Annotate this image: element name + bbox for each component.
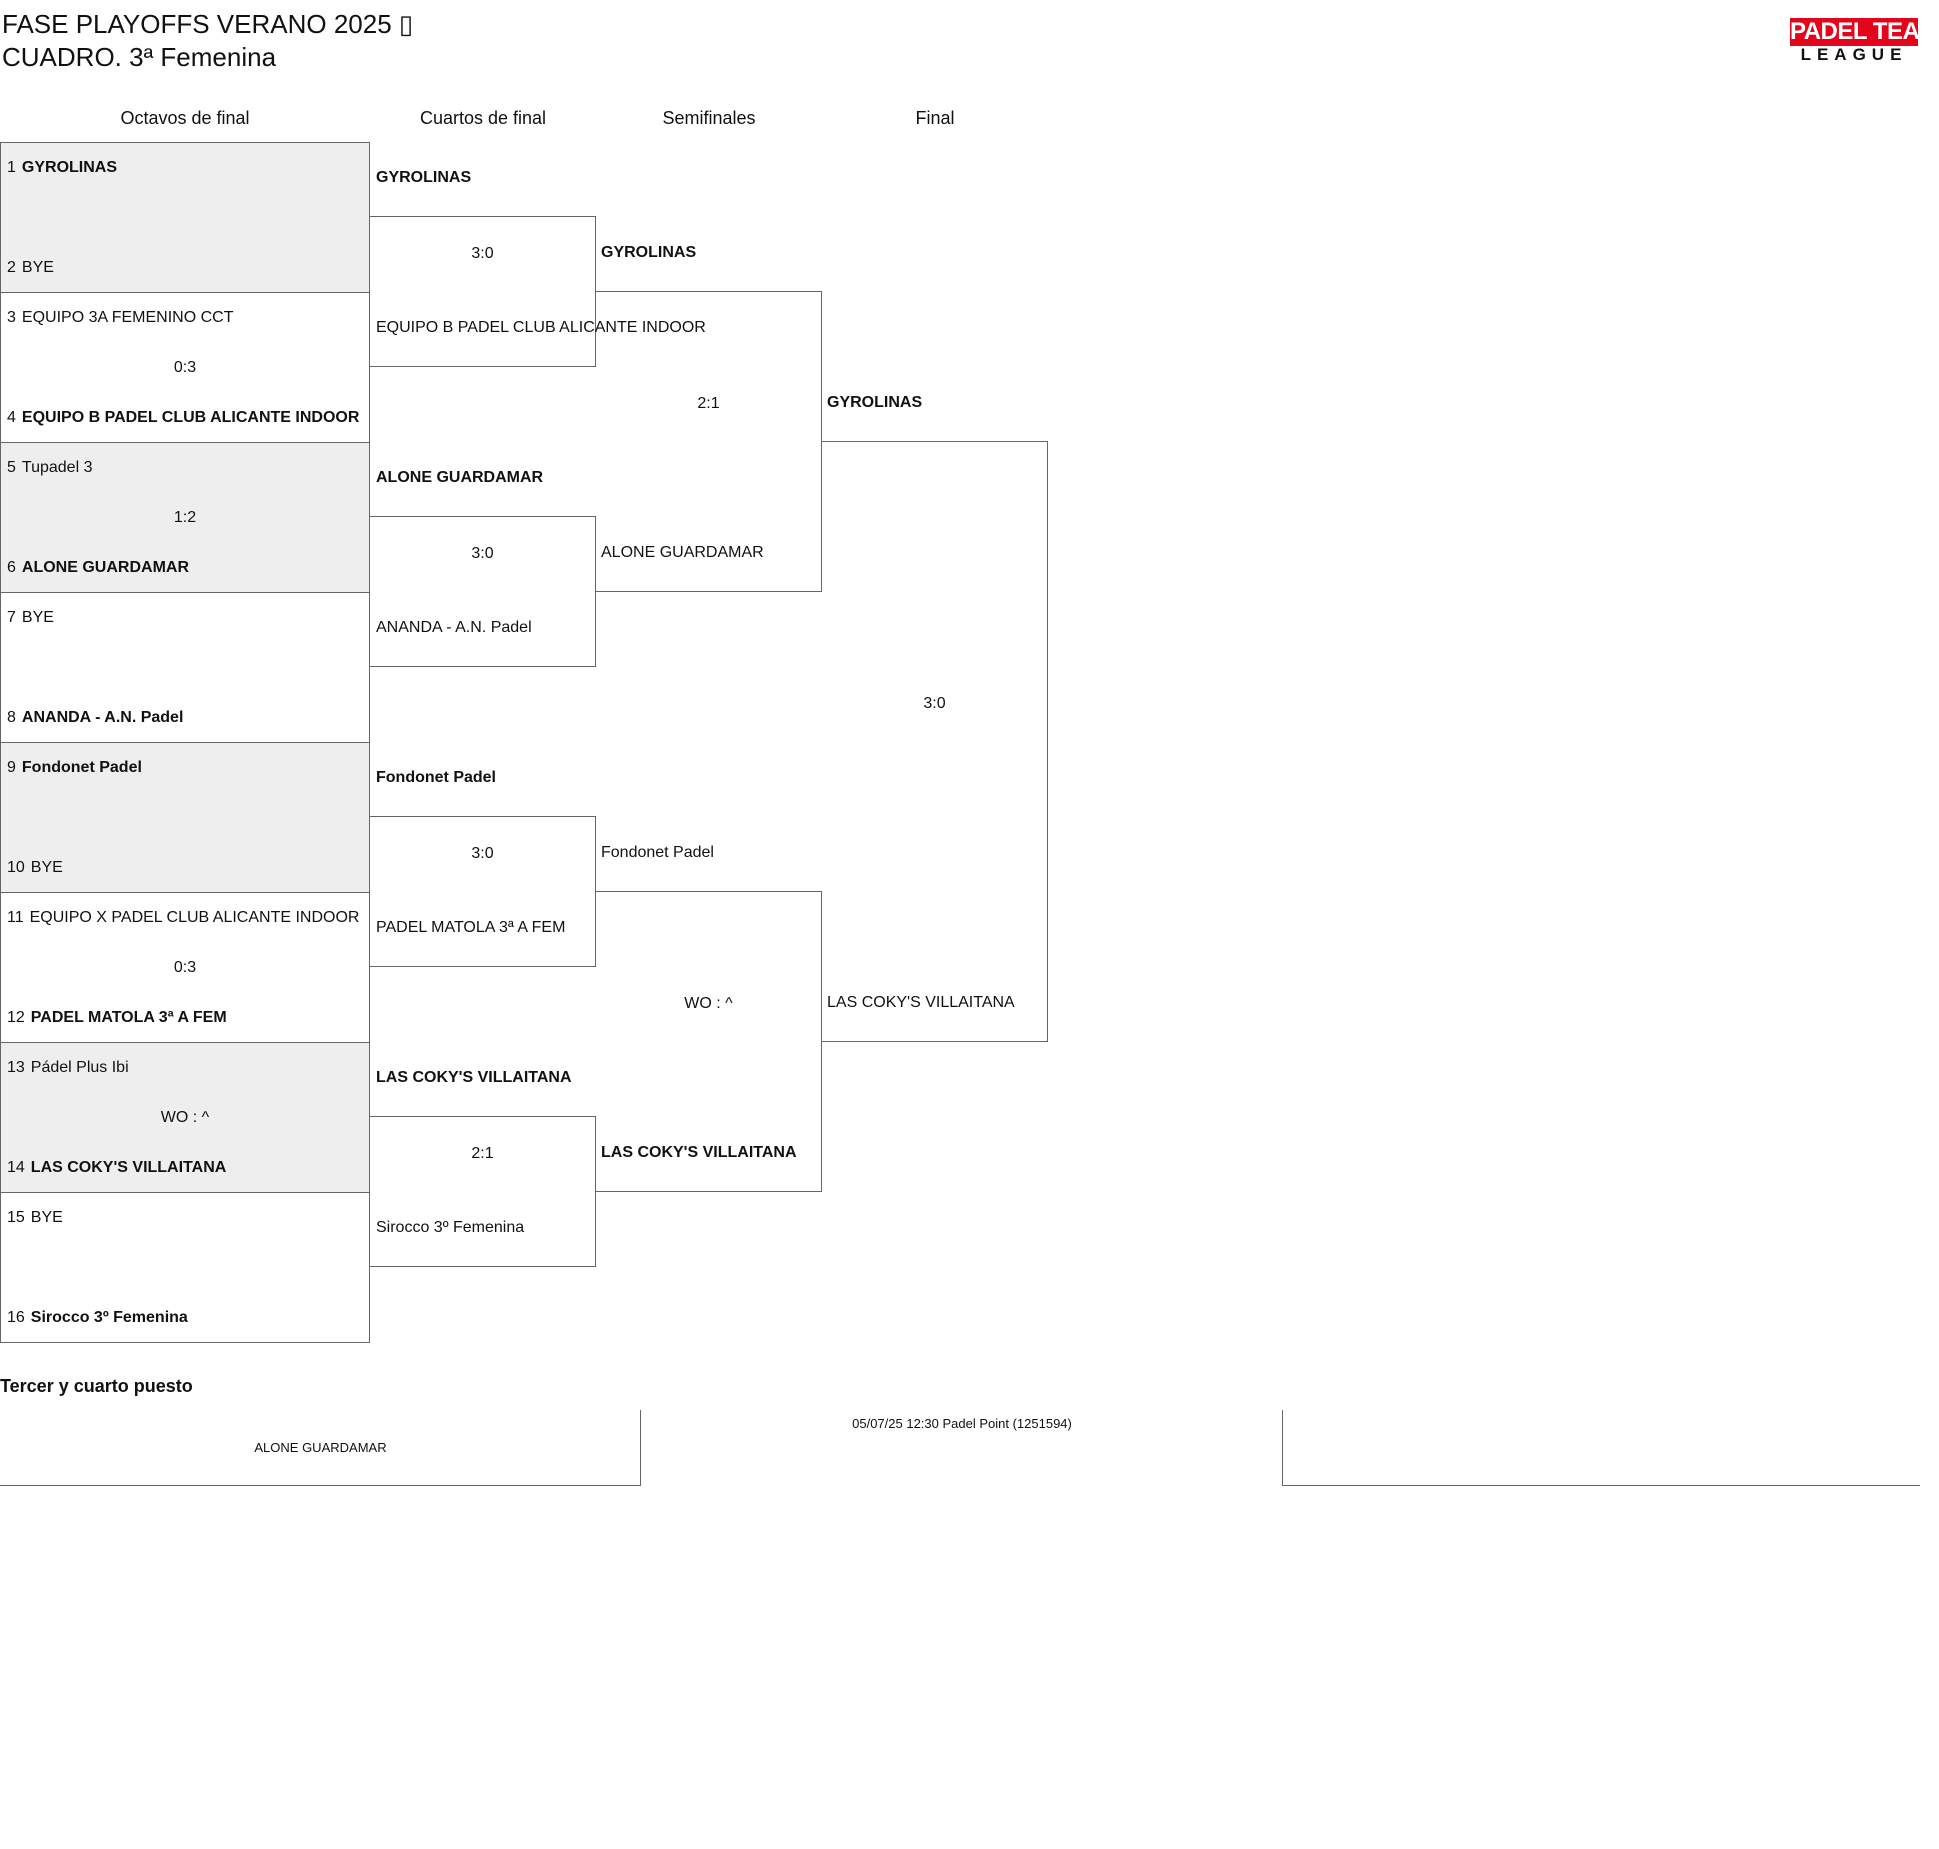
seed-number: 10: [7, 859, 25, 876]
final-team-a: GYROLINAS: [827, 394, 923, 411]
page-title: FASE PLAYOFFS VERANO 2025 ▯: [2, 9, 414, 39]
logo-top-text: PADEL TEAM: [1790, 18, 1939, 45]
third-place-title: Tercer y cuarto puesto: [0, 1376, 193, 1396]
r16-match-2[interactable]: [0, 292, 370, 443]
seed-number: 16: [7, 1309, 25, 1326]
r16-match-7[interactable]: [0, 1042, 370, 1193]
r16-match-5[interactable]: [0, 742, 370, 893]
r16-team-slot: [7, 1009, 227, 1027]
match-score: 3:0: [471, 845, 494, 862]
team-name: EQUIPO X PADEL CLUB ALICANTE INDOOR: [29, 909, 360, 926]
qf-team-a: GYROLINAS: [376, 169, 472, 186]
match-score: 1:2: [173, 509, 197, 526]
final-team-b: LAS COKY'S VILLAITANA: [827, 994, 1015, 1011]
r16-team-slot: [7, 1209, 63, 1227]
team-name: ANANDA - A.N. Padel: [21, 709, 184, 726]
match-score: 0:3: [173, 959, 197, 976]
seed-number: 3: [7, 309, 16, 326]
team-name: LAS COKY'S VILLAITANA: [30, 1159, 227, 1176]
sf-match-1[interactable]: [596, 291, 822, 592]
qf-match-2[interactable]: [370, 516, 596, 667]
r16-match-4[interactable]: [0, 592, 370, 743]
qf-match-4[interactable]: [370, 1116, 596, 1267]
qf-team-b: Sirocco 3º Femenina: [376, 1219, 525, 1236]
r16-match-3[interactable]: [0, 442, 370, 593]
third-place-match-info-slot: [641, 1410, 1283, 1486]
r16-team-slot: [7, 1309, 188, 1327]
seed-number: 9: [7, 759, 16, 776]
team-name: BYE: [21, 259, 54, 276]
qf-team-b: PADEL MATOLA 3ª A FEM: [376, 919, 566, 936]
seed-number: 15: [7, 1209, 25, 1226]
match-score: 3:0: [923, 695, 946, 712]
round-header-cuartos: Cuartos de final: [419, 108, 547, 128]
page-subtitle: CUADRO. 3ª Femenina: [2, 42, 277, 72]
seed-number: 13: [7, 1059, 25, 1076]
match-score: 3:0: [471, 545, 494, 562]
third-place-team-b-slot[interactable]: [1283, 1410, 1920, 1486]
match-score: WO : ^: [160, 1109, 210, 1126]
seed-number: 12: [7, 1009, 25, 1026]
sf-team-a: GYROLINAS: [601, 244, 697, 261]
qf-team-a: LAS COKY'S VILLAITANA: [376, 1069, 572, 1086]
team-name: BYE: [30, 859, 63, 876]
sf-team-b: ALONE GUARDAMAR: [601, 544, 764, 561]
sf-team-a: Fondonet Padel: [601, 844, 714, 861]
seed-number: 8: [7, 709, 16, 726]
seed-number: 7: [7, 609, 16, 626]
match-score: 0:3: [173, 359, 197, 376]
qf-team-a: Fondonet Padel: [376, 769, 496, 786]
match-score: 3:0: [471, 245, 494, 262]
match-score: 2:1: [697, 395, 720, 412]
r16-team-slot: [7, 1059, 129, 1077]
r16-team-slot: [7, 259, 54, 277]
r16-match-8[interactable]: [0, 1192, 370, 1343]
r16-team-slot: [7, 759, 142, 777]
round-header-final: Final: [915, 108, 955, 128]
team-name: BYE: [21, 609, 54, 626]
match-score: WO : ^: [684, 995, 733, 1012]
r16-team-slot: [7, 909, 359, 927]
seed-number: 14: [7, 1159, 25, 1176]
round-header-octavos: Octavos de final: [120, 108, 250, 128]
team-name: Pádel Plus Ibi: [30, 1059, 129, 1076]
team-name: Fondonet Padel: [21, 759, 142, 776]
qf-team-b: ANANDA - A.N. Padel: [376, 619, 532, 636]
third-place-match-info: 05/07/25 12:30 Padel Point (1251594): [852, 1416, 1072, 1431]
team-name: EQUIPO 3A FEMENINO CCT: [21, 309, 234, 326]
team-name: ALONE GUARDAMAR: [21, 559, 190, 576]
seed-number: 5: [7, 459, 16, 476]
r16-match-6[interactable]: [0, 892, 370, 1043]
seed-number: 6: [7, 559, 16, 576]
r16-match-1[interactable]: [0, 142, 370, 293]
round-header-semifinales: Semifinales: [662, 108, 756, 128]
sf-match-2[interactable]: [596, 891, 822, 1192]
seed-number: 11: [7, 909, 24, 926]
qf-match-3[interactable]: [370, 816, 596, 967]
qf-team-b: EQUIPO B PADEL CLUB ALICANTE INDOOR: [376, 319, 706, 336]
team-name: PADEL MATOLA 3ª A FEM: [30, 1009, 227, 1026]
r16-team-slot: [7, 609, 54, 627]
r16-team-slot: [7, 559, 189, 577]
third-place-team-a-slot[interactable]: [0, 1410, 641, 1486]
padel-team-league-logo: [1790, 18, 1939, 64]
seed-number: 4: [7, 409, 16, 426]
r16-team-slot: [7, 159, 117, 177]
seed-number: 1: [7, 159, 16, 176]
team-name: Tupadel 3: [21, 459, 93, 476]
r16-team-slot: [7, 409, 359, 427]
team-name: GYROLINAS: [21, 159, 118, 176]
team-name: BYE: [30, 1209, 63, 1226]
match-score: 2:1: [471, 1145, 494, 1162]
seed-number: 2: [7, 259, 16, 276]
r16-team-slot: [7, 459, 92, 477]
team-name: Sirocco 3º Femenina: [30, 1309, 188, 1326]
third-place-team-a: ALONE GUARDAMAR: [254, 1440, 387, 1455]
r16-team-slot: [7, 309, 234, 327]
r16-team-slot: [7, 709, 183, 727]
logo-bottom-text: LEAGUE: [1800, 45, 1908, 64]
r16-team-slot: [7, 1159, 226, 1177]
final-match[interactable]: [822, 441, 1048, 1042]
sf-team-b: LAS COKY'S VILLAITANA: [601, 1144, 797, 1161]
team-name: EQUIPO B PADEL CLUB ALICANTE INDOOR: [21, 409, 360, 426]
r16-team-slot: [7, 859, 63, 877]
qf-team-a: ALONE GUARDAMAR: [376, 469, 544, 486]
